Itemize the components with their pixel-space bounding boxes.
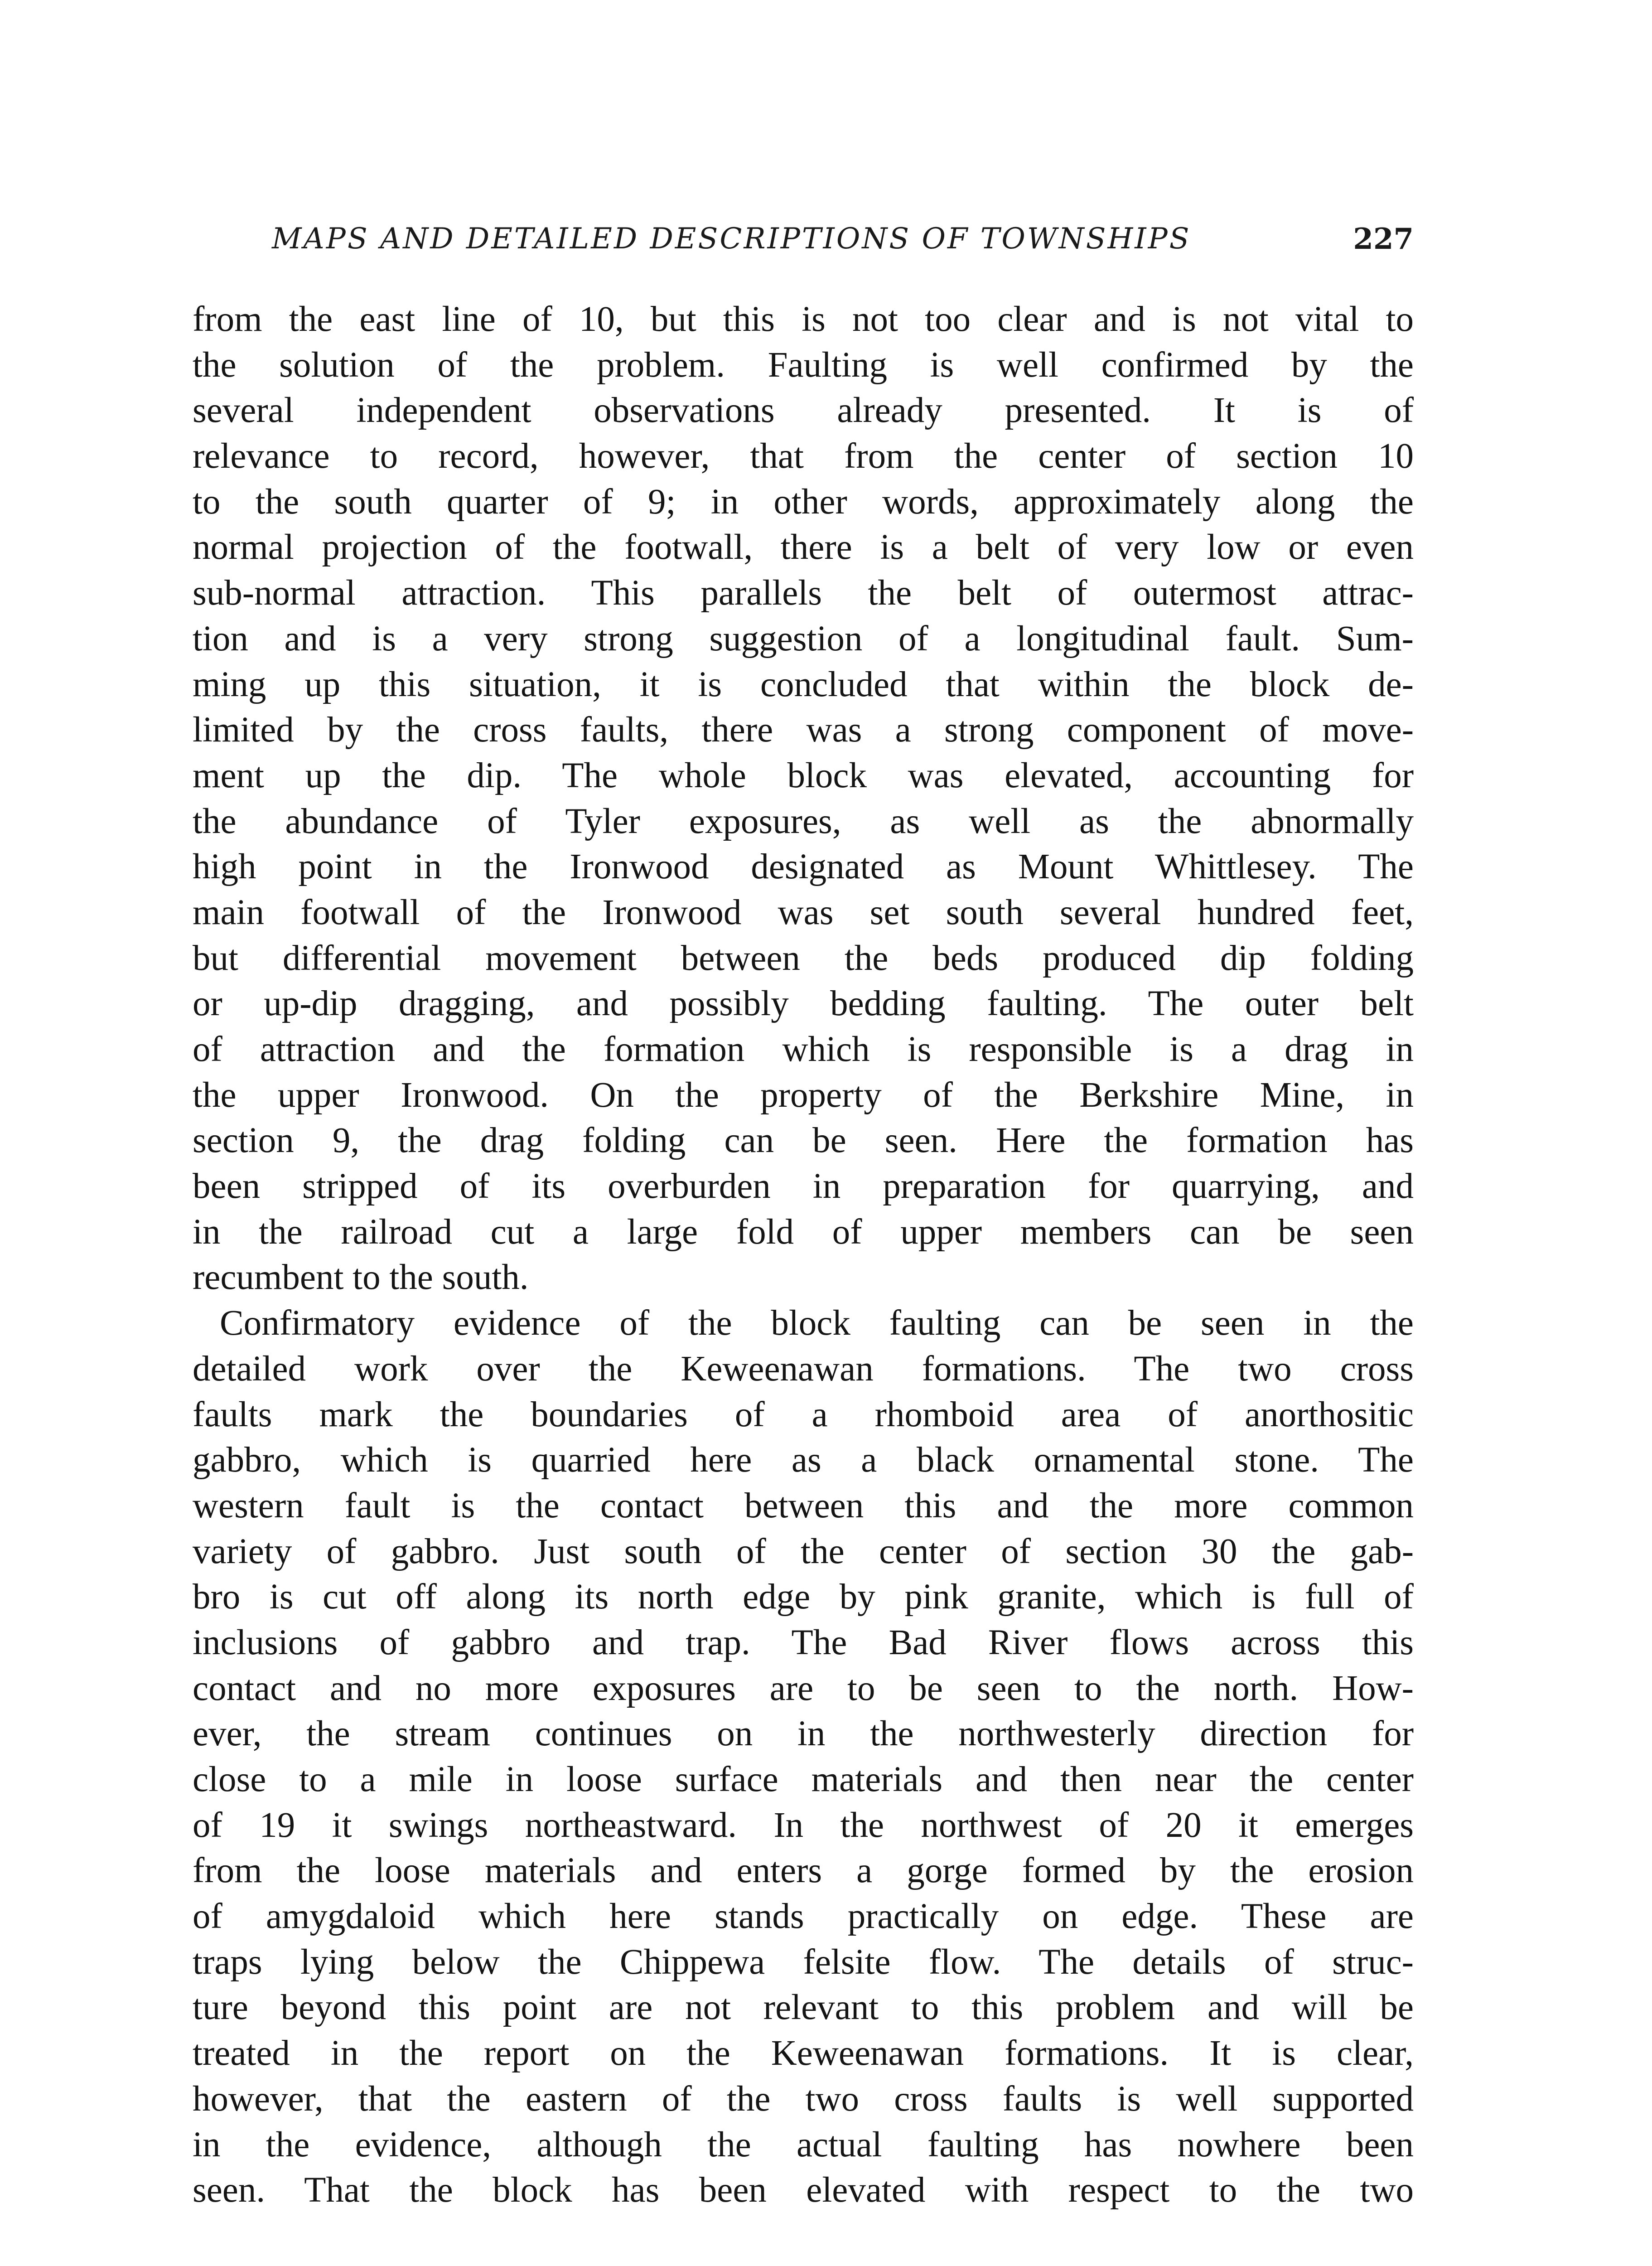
text-line: variety of gabbro. Just south of the center of section 30 the gab- — [193, 1531, 1414, 1571]
text-line: but differential movement between the beds produced dip folding — [193, 938, 1414, 978]
text-line: western fault is the contact between this and the more common — [193, 1486, 1414, 1525]
text-line: limited by the cross faults, there was a strong component of move- — [193, 710, 1414, 750]
text-line: tion and is a very strong suggestion of a longitudinal fault. Sum- — [193, 619, 1414, 658]
text-line: traps lying below the Chippewa felsite flow. The details of struc- — [193, 1942, 1414, 1982]
text-line: section 9, the drag folding can be seen. Here the formation has — [193, 1121, 1414, 1161]
text-line: ment up the dip. The whole block was elevated, accounting for — [193, 755, 1414, 795]
text-line: relevance to record, however, that from the center of section 10 — [193, 436, 1414, 476]
text-line: normal projection of the footwall, there is a belt of very low or even — [193, 528, 1414, 567]
text-line: several independent observations already presented. It is of — [193, 391, 1414, 431]
text-line: ever, the stream continues on in the northwesterly direction for — [193, 1714, 1414, 1754]
text-line: of amygdaloid which here stands practically on edge. These are — [193, 1897, 1414, 1937]
text-line: from the loose materials and enters a gorge formed by the erosion — [193, 1851, 1414, 1891]
text-line: to the south quarter of 9; in other words, approximately along the — [193, 482, 1414, 522]
text-line: the solution of the problem. Faulting is well confirmed by the — [193, 345, 1414, 385]
text-line: recumbent to the south. — [193, 1258, 529, 1298]
text-line: however, that the eastern of the two cross faults is well supported — [193, 2079, 1414, 2119]
text-line: contact and no more exposures are to be seen to the north. How- — [193, 1668, 1414, 1708]
text-line: inclusions of gabbro and trap. The Bad River flows across this — [193, 1622, 1414, 1662]
text-line: ming up this situation, it is concluded that within the block de- — [193, 664, 1414, 704]
text-line: main footwall of the Ironwood was set south several hundred feet, — [193, 892, 1414, 932]
text-line: from the east line of 10, but this is not too clear and is not vital to — [193, 300, 1414, 339]
text-line: of attraction and the formation which is responsible is a drag in — [193, 1030, 1414, 1069]
text-line: in the evidence, although the actual faulting has nowhere been — [193, 2125, 1414, 2164]
running-head-title: MAPS AND DETAILED DESCRIPTIONS OF TOWNSHIPS — [272, 222, 1191, 256]
text-line: Confirmatory evidence of the block faulting can be seen in the — [220, 1303, 1414, 1343]
paragraph-2 — [193, 1301, 1414, 2213]
page-number: 227 — [1353, 222, 1414, 256]
body-text — [193, 297, 1414, 2213]
text-line: faults mark the boundaries of a rhomboid area of anorthositic — [193, 1394, 1414, 1434]
text-line: detailed work over the Keweenawan formations. The two cross — [193, 1349, 1414, 1389]
text-line: close to a mile in loose surface materials and then near the center — [193, 1760, 1414, 1799]
text-line: bro is cut off along its north edge by pink granite, which is full of — [193, 1577, 1414, 1617]
text-line: the abundance of Tyler exposures, as well as the abnormally — [193, 801, 1414, 841]
text-line: seen. That the block has been elevated with respect to the two — [193, 2170, 1414, 2210]
text-line: or up-dip dragging, and possibly bedding faulting. The outer belt — [193, 984, 1414, 1024]
text-line: the upper Ironwood. On the property of the Berkshire Mine, in — [193, 1075, 1414, 1115]
page-header — [195, 222, 1414, 272]
text-line: been stripped of its overburden in preparation for quarrying, and — [193, 1167, 1414, 1206]
text-line: high point in the Ironwood designated as Mount Whittlesey. The — [193, 847, 1414, 887]
paragraph-1 — [193, 297, 1414, 1301]
text-line: ture beyond this point are not relevant to this problem and will be — [193, 1988, 1414, 2028]
text-line: of 19 it swings northeastward. In the northwest of 20 it emerges — [193, 1805, 1414, 1845]
text-line: sub-normal attraction. This parallels the belt of outermost attrac- — [193, 573, 1414, 613]
text-line: in the railroad cut a large fold of upper members can be seen — [193, 1212, 1414, 1252]
text-line: treated in the report on the Keweenawan formations. It is clear, — [193, 2034, 1414, 2073]
text-line: gabbro, which is quarried here as a black ornamental stone. The — [193, 1440, 1414, 1480]
